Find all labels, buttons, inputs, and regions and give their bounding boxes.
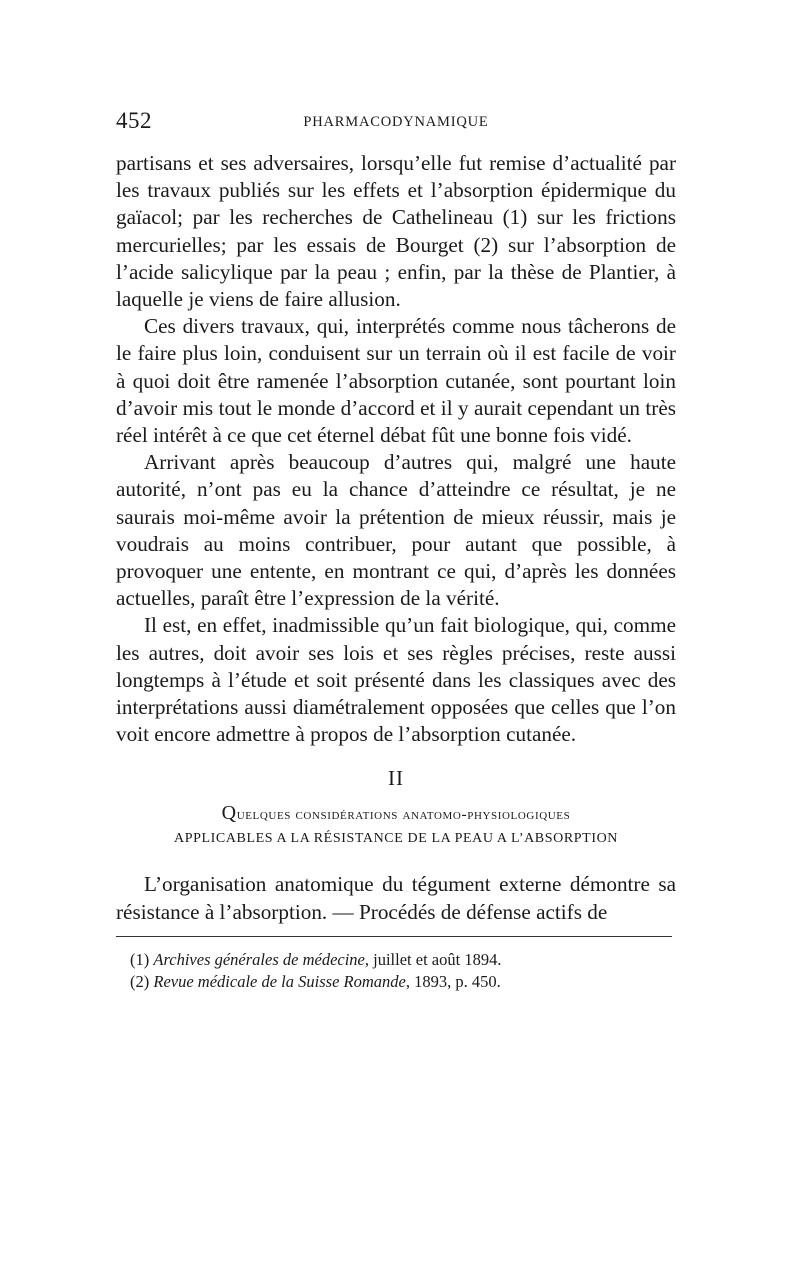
footnote: [130, 971, 676, 993]
section-numeral: II: [388, 766, 404, 791]
footnote-details: , 1893, p. 450.: [405, 971, 501, 991]
section-title-line: Quelques considérations anatomo-physiologiques: [221, 802, 571, 825]
section-body: [116, 871, 676, 925]
paragraph-continued: partisans et ses adversaires, lorsqu’elle fut remise d’actualité par les travaux publiés sur les effets et l’absorption épidermique du gaïacol; par les recherches de Cathelineau (1) sur les frictions mercurielles; par les essais de Bourget (2) sur l’absorption de l’acide salicylique par la peau ; enfin, par la thèse de Plantier, à laquelle je viens de faire allusion.: [116, 151, 676, 312]
footnote-marker: (2): [130, 971, 150, 991]
running-title: PHARMACODYNAMIQUE: [303, 114, 489, 130]
section-title-line: APPLICABLES A LA RÉSISTANCE DE LA PEAU A L’ABSORPTION: [174, 831, 618, 847]
book-page: [116, 108, 676, 993]
page-number: 452: [116, 108, 152, 133]
body-text: [116, 150, 676, 748]
footnote-divider: [116, 936, 672, 937]
paragraph: Ces divers travaux, qui, interprétés comme nous tâcherons de le faire plus loin, conduisent sur un terrain où il est facile de voir à quoi doit être ramenée l’absorption cutanée, sont pourtant loin d’avoir mis tout le monde d’accord et il y aurait cependant un très réel intérêt à ce que cet éternel débat fût une bonne fois vidé.: [116, 314, 676, 448]
footnote-marker: (1): [130, 949, 150, 969]
paragraph: Arrivant après beaucoup d’autres qui, malgré une haute autorité, n’ont pas eu la chance d’atteindre ce résultat, je ne saurais moi-même avoir la prétention de mieux réussir, mais je voudrais au moins contribuer, pour autant que possible, à provoquer une entente, en montrant ce qui, d’après les données actuelles, paraît être l’expression de la vérité.: [116, 450, 676, 611]
footnote: [130, 949, 676, 971]
paragraph: Il est, en effet, inadmissible qu’un fait biologique, qui, comme les autres, doit avoir ses lois et ses règles précises, reste aussi longtemps à l’étude et soit présenté dans les classiques avec des interprétations aussi diamétralement opposées que celles que l’on voit encore admettre à propos de l’absorption cutanée.: [116, 613, 676, 747]
section-title: [116, 801, 676, 851]
footnotes: [116, 949, 676, 993]
paragraph: L’organisation anatomique du tégument externe démontre sa résistance à l’absorption. — Procédés de défense actifs de: [116, 872, 676, 924]
footnote-title: Archives générales de médecine: [153, 949, 365, 969]
footnote-title: Revue médicale de la Suisse Romande: [153, 971, 406, 991]
running-head: [116, 108, 676, 140]
footnote-details: , juillet et août 1894.: [364, 949, 502, 969]
